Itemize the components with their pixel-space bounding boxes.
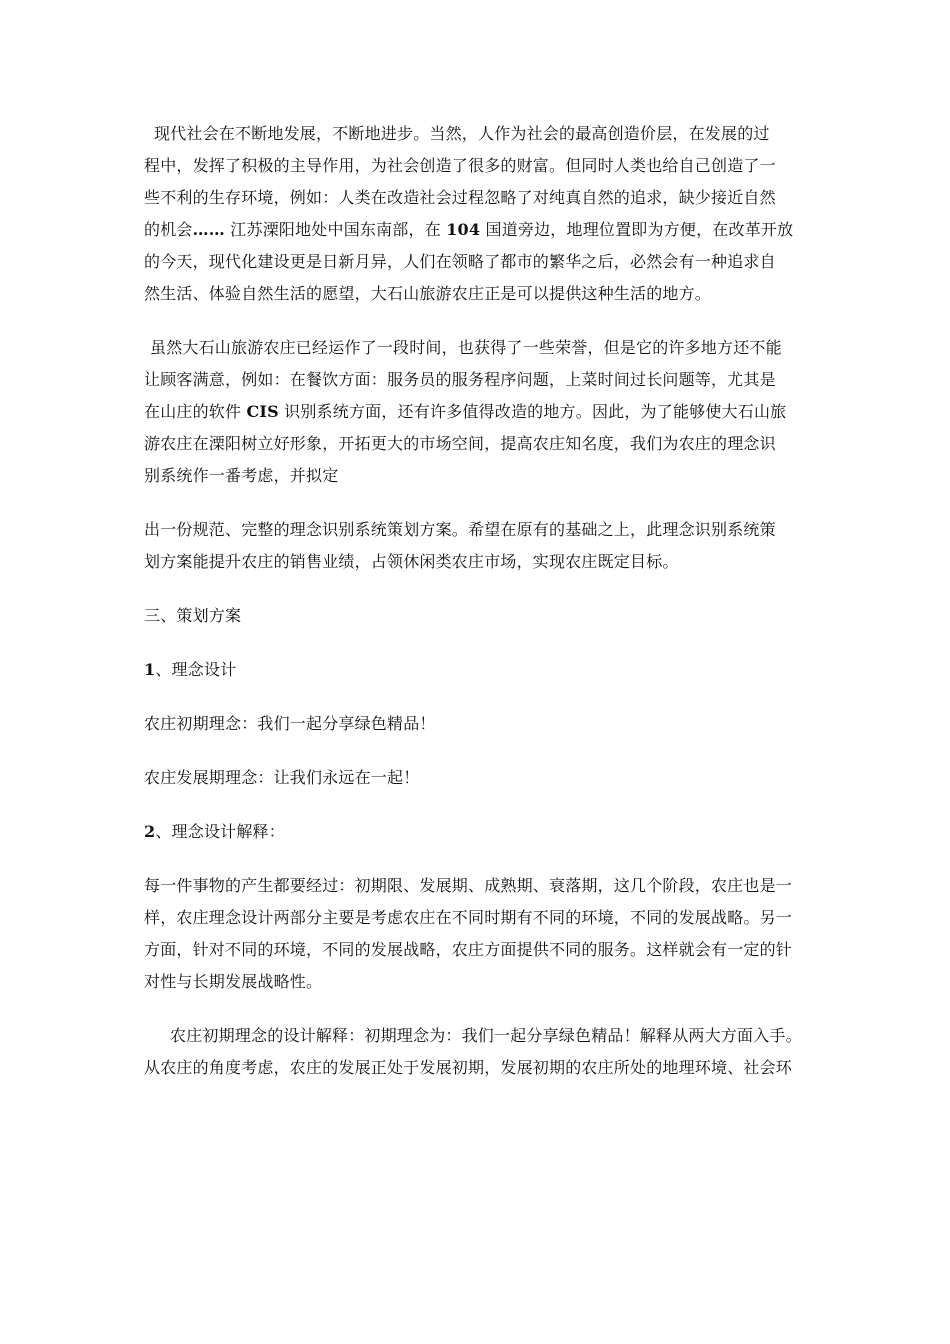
text-line: 虽然大石山旅游农庄已经运作了一段时间，也获得了一些荣誉，但是它的许多地方还不能 [150,338,782,357]
text-line: 农庄初期理念：我们一起分享绿色精品！ [144,714,436,733]
item-number: 1 [144,660,156,679]
paragraph-gap [144,848,812,870]
paragraph-gap [144,310,812,332]
item-heading-concept-explanation [144,816,812,848]
text-span: 国道旁边，地理位置即为方便，在改革开放 [480,220,794,239]
text-line: 让顾客满意，例如：在餐饮方面：服务员的服务程序问题，上菜时间过长问题等，尤其是 [144,370,776,389]
text-line: 农庄发展期理念：让我们永远在一起！ [144,768,420,787]
paragraph-status [144,332,812,492]
paragraph-gap [144,998,812,1020]
item-heading-concept-design [144,654,812,686]
paragraph-gap [144,578,812,600]
section-heading [144,600,812,632]
text-line: 从农庄的角度考虑，农庄的发展正处于发展初期，发展初期的农庄所处的地理环境、社会环 [144,1058,793,1077]
text-line [144,654,812,686]
paragraph-intro [144,118,812,310]
paragraph-gap [144,740,812,762]
text-line: 现代社会在不断地发展，不断地进步。当然，人作为社会的最高创造价层，在发展的过 [154,124,770,143]
ellipsis-bold: …… [192,220,226,239]
text-line: 划方案能提升农庄的销售业绩，占领休闲类农庄市场，实现农庄既定目标。 [144,552,679,571]
document-body [144,118,812,1084]
concept-growth [144,762,812,794]
paragraph-lifecycle [144,870,812,998]
text-line: 方面，针对不同的环境，不同的发展战略，农庄方面提供不同的服务。这样就会有一定的针 [144,940,793,959]
text-line: 出一份规范、完整的理念识别系统策划方案。希望在原有的基础之上，此理念识别系统策 [144,520,776,539]
paragraph-initial-explanation [144,1020,812,1084]
text-line: 游农庄在溧阳树立好形象，开拓更大的市场空间，提高农庄知名度，我们为农庄的理念识 [144,434,776,453]
paragraph-gap [144,794,812,816]
text-line: 然生活、体验自然生活的愿望，大石山旅游农庄正是可以提供这种生活的地方。 [144,284,712,303]
item-title: 、理念设计 [155,660,237,679]
text-line: 些不利的生存环境，例如：人类在改造社会过程忽略了对纯真自然的追求，缺少接近自然 [144,188,776,207]
paragraph-gap [144,686,812,708]
text-line: 每一件事物的产生都要经过：初期限、发展期、成熟期、衰落期，这几个阶段，农庄也是一 [144,876,793,895]
text-line: 样，农庄理念设计两部分主要是考虑农庄在不同时期有不同的环境，不同的发展战略。另一 [144,908,793,927]
paragraph-gap [144,632,812,654]
text-line [144,816,812,848]
item-number: 2 [144,822,156,841]
text-span: 识别系统方面，还有许多值得改造的地方。因此，为了能够使大石山旅 [278,402,787,421]
text-line: 的今天，现代化建设更是日新月异，人们在领略了都市的繁华之后，必然会有一种追求自 [144,252,776,271]
text-span: 在山庄的软件 [144,402,247,421]
text-line [144,214,812,246]
text-span: 的机会 [144,220,193,239]
item-title: 、理念设计解释： [155,822,285,841]
text-line: 农庄初期理念的设计解释：初期理念为：我们一起分享绿色精品！解释从两大方面入手。 [170,1026,802,1045]
text-line: 三、策划方案 [144,606,242,625]
paragraph-gap [144,492,812,514]
text-line [144,396,812,428]
cis-acronym: CIS [246,402,279,421]
highway-number: 104 [446,220,481,239]
concept-initial [144,708,812,740]
text-span: 江苏溧阳地处中国东南部，在 [225,220,447,239]
paragraph-goal [144,514,812,578]
text-line: 对性与长期发展战略性。 [144,972,323,991]
text-line: 程中，发挥了积极的主导作用，为社会创造了很多的财富。但同时人类也给自己创造了一 [144,156,776,175]
text-line: 别系统作一番考虑，并拟定 [144,466,339,485]
